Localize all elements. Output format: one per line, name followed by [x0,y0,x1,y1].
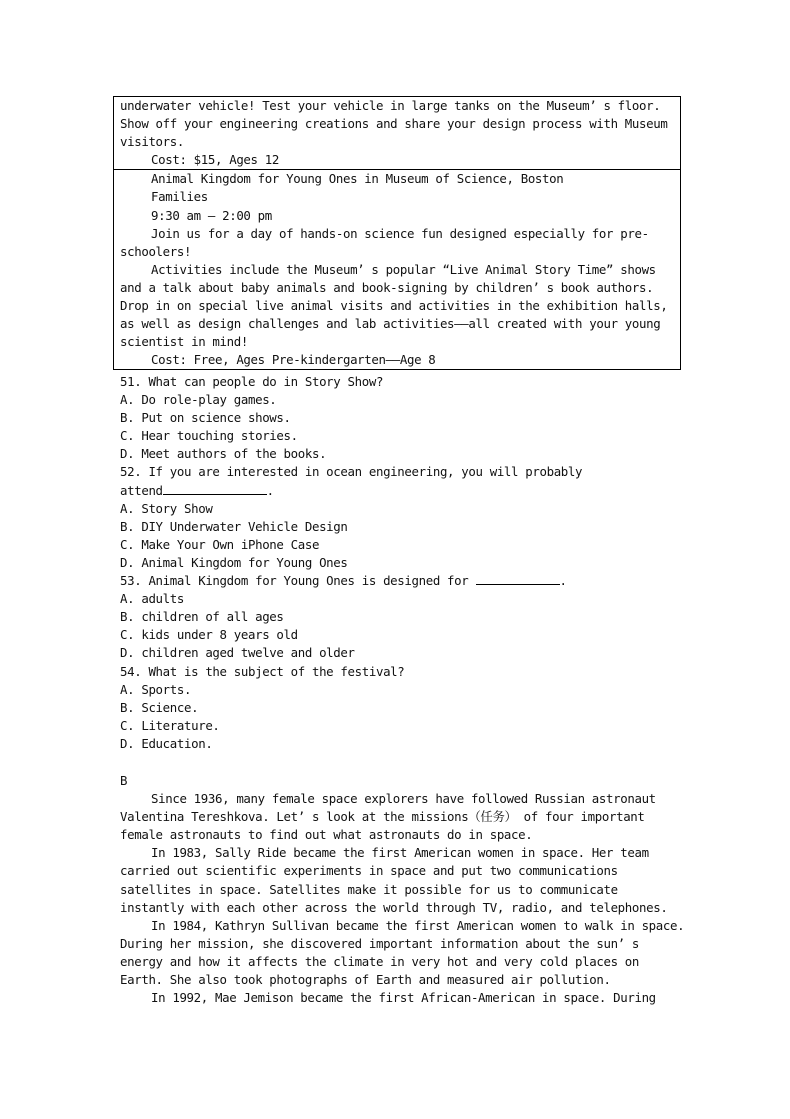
question-stem-suffix: . [266,482,274,498]
event-activities-line: as well as design challenges and lab activities——all created with your young [120,316,661,332]
answer-option: D. Meet authors of the books. [120,446,327,462]
answer-option: B. Put on science shows. [120,410,291,426]
event-activities-line: Activities include the Museum’ s popular “Live Animal Story Time” shows [151,261,656,277]
event-cost: Cost: Free, Ages Pre-kindergarten——Age 8 [151,352,436,368]
answer-blank [476,572,560,585]
question-stem-prefix: 53. Animal Kingdom for Young Ones is designed for [120,573,476,589]
question-stem-prefix: attend [120,482,163,498]
answer-blank [163,482,267,495]
question-53 [120,572,682,662]
answer-option: A. adults [120,591,184,607]
answer-option: C. kids under 8 years old [120,627,298,643]
paragraph-line: Valentina Tereshkova. Let’ s look at the missions（任务） of four important [120,809,645,825]
paragraph-line: female astronauts to find out what astronauts do in space. [120,827,533,843]
question-52 [120,463,682,572]
paragraph-line: carried out scientific experiments in space and put two communications [120,863,618,879]
passage-b [120,772,685,1007]
question-54 [120,663,682,753]
event-cost: Cost: $15, Ages 12 [151,152,279,168]
question-stem-line2 [120,482,682,500]
question-stem: 51. What can people do in Story Show? [120,374,384,389]
answer-option: A. Sports. [120,681,192,697]
paragraph-line: Since 1936, many female space explorers have followed Russian astronaut [151,791,656,807]
paragraph-line: energy and how it affects the climate in very hot and very cold places on [120,953,640,969]
event-cell-animal-kingdom [114,169,680,369]
answer-option: C. Literature. [120,717,220,733]
event-audience: Families [151,189,208,205]
event-text-line: visitors. [120,134,184,150]
answer-option: B. children of all ages [120,609,284,625]
answer-option: D. children aged twelve and older [120,645,355,661]
answer-option: A. Do role-play games. [120,392,277,408]
event-intro-line: Join us for a day of hands-on science fun designed especially for pre- [151,225,649,241]
paragraph-line: instantly with each other across the world through TV, radio, and telephones. [120,899,668,915]
question-stem: 54. What is the subject of the festival? [120,663,405,679]
answer-option: B. Science. [120,699,199,715]
answer-option: D. Animal Kingdom for Young Ones [120,554,348,570]
answer-option: A. Story Show [120,500,213,516]
event-intro-line: schoolers! [120,243,192,259]
answer-option: C. Hear touching stories. [120,428,298,444]
paragraph-line: During her mission, she discovered important information about the sun’ s [120,935,640,951]
question-stem-suffix: . [559,573,567,589]
event-text-line: Show off your engineering creations and share your design process with Museum [120,116,668,132]
answer-option: B. DIY Underwater Vehicle Design [120,518,348,534]
answer-option: C. Make Your Own iPhone Case [120,536,320,552]
event-title: Animal Kingdom for Young Ones in Museum of Science, Boston [151,171,564,187]
question-51 [120,373,682,463]
paragraph-line: In 1992, Mae Jemison became the first African-American in space. During [151,990,656,1006]
paragraph-line: satellites in space. Satellites make it possible for us to communicate [120,881,618,897]
questions-section [120,373,682,753]
question-stem [120,572,682,590]
event-activities-line: Drop in on special live animal visits and activities in the exhibition halls, [120,298,668,314]
event-activities-line: scientist in mind! [120,334,248,350]
paragraph-line: In 1983, Sally Ride became the first American women in space. Her team [151,845,649,861]
event-time: 9:30 am – 2:00 pm [151,207,272,223]
passage-label: B [120,773,128,788]
event-cell-underwater-vehicle [114,97,680,169]
paragraph-line: Earth. She also took photographs of Earth and measured air pollution. [120,972,611,988]
paragraph-line: In 1984, Kathryn Sullivan became the first American women to walk in space. [151,917,685,933]
answer-option: D. Education. [120,735,213,751]
question-stem: 52. If you are interested in ocean engineering, you will probably [120,464,583,480]
events-table [113,96,681,370]
event-text-line: underwater vehicle! Test your vehicle in large tanks on the Museum’ s floor. [120,98,661,113]
event-activities-line: and a talk about baby animals and book-signing by children’ s book authors. [120,279,654,295]
